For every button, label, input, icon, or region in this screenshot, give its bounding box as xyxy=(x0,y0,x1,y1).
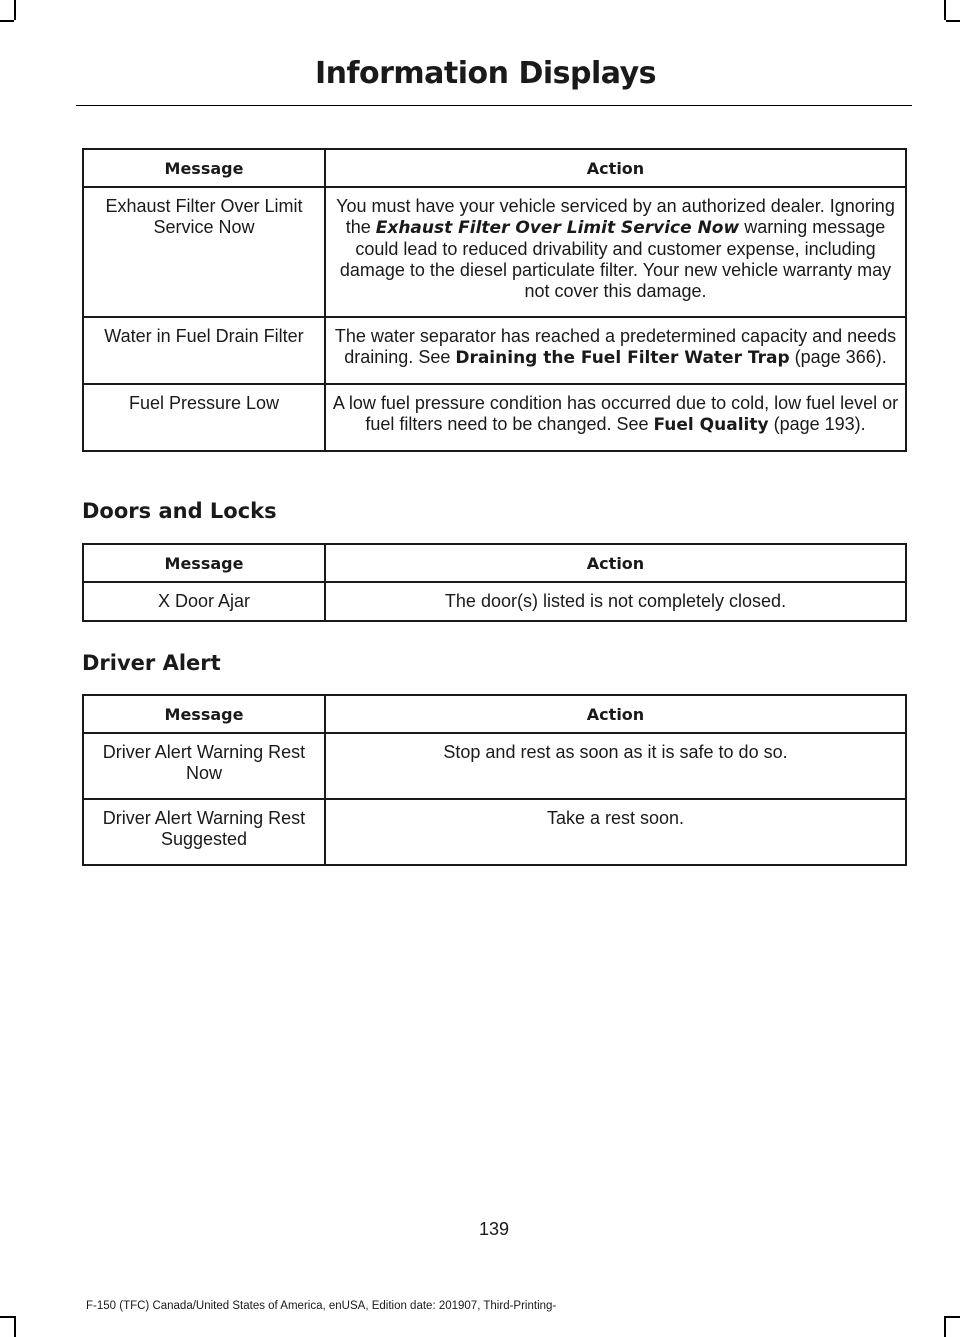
message-cell: Water in Fuel Drain Filter xyxy=(83,317,325,384)
column-header-message: Message xyxy=(83,544,325,582)
column-header-action: Action xyxy=(325,544,906,582)
action-cell: The door(s) listed is not completely closed. xyxy=(325,582,906,621)
action-cell xyxy=(325,384,906,451)
crop-mark xyxy=(946,20,960,22)
action-text: A low fuel pressure condition has occurred due to cold, low fuel level or fuel filters need to be changed. See xyxy=(332,393,899,434)
action-text: You must have your vehicle serviced by an authorized dealer. Ignoring the xyxy=(336,196,895,237)
action-cell: Stop and rest as soon as it is safe to do so. xyxy=(325,733,906,799)
page-reference: (page 193). xyxy=(768,414,866,434)
table-header-row xyxy=(83,149,906,187)
warning-message-name: Exhaust Filter Over Limit Service Now xyxy=(375,218,740,238)
table-row xyxy=(83,582,906,621)
action-cell xyxy=(325,317,906,384)
column-header-message: Message xyxy=(83,695,325,733)
message-table xyxy=(82,148,907,452)
section-heading-driver-alert: Driver Alert xyxy=(82,651,221,675)
action-text: warning message could lead to reduced drivability and customer expense, including damage to the diesel particulate filter. Your new vehicle warranty may not cover this damage. xyxy=(339,217,892,301)
cross-reference-link[interactable]: Draining the Fuel Filter Water Trap xyxy=(455,348,790,368)
page-title: Information Displays xyxy=(314,56,656,91)
driver-alert-table xyxy=(82,694,907,866)
crop-mark xyxy=(944,0,946,20)
table-row xyxy=(83,799,906,865)
crop-mark xyxy=(946,1316,960,1318)
message-cell: Fuel Pressure Low xyxy=(83,384,325,451)
table-header-row xyxy=(83,544,906,582)
column-header-action: Action xyxy=(325,149,906,187)
crop-mark xyxy=(0,1316,14,1318)
message-cell: Driver Alert Warning Rest Suggested xyxy=(83,799,325,865)
column-header-action: Action xyxy=(325,695,906,733)
action-cell: Take a rest soon. xyxy=(325,799,906,865)
page-reference: (page 366). xyxy=(789,347,887,367)
action-cell xyxy=(325,187,906,317)
page-number: 139 xyxy=(478,1219,510,1239)
edition-footer: F-150 (TFC) Canada/United States of America, enUSA, Edition date: 201907, Third-Printing- xyxy=(86,1300,557,1312)
table-row xyxy=(83,733,906,799)
crop-mark xyxy=(944,1316,946,1337)
cross-reference-link[interactable]: Fuel Quality xyxy=(653,415,769,435)
crop-mark xyxy=(0,20,14,22)
table-header-row xyxy=(83,695,906,733)
table-row xyxy=(83,317,906,384)
message-cell: Driver Alert Warning Rest Now xyxy=(83,733,325,799)
table-row xyxy=(83,384,906,451)
title-divider xyxy=(76,105,912,106)
message-cell: Exhaust Filter Over Limit Service Now xyxy=(83,187,325,317)
doors-and-locks-table xyxy=(82,543,907,622)
section-heading-doors-and-locks: Doors and Locks xyxy=(82,499,277,523)
action-text: The water separator has reached a predetermined capacity and needs draining. See xyxy=(334,326,897,367)
column-header-message: Message xyxy=(83,149,325,187)
table-row xyxy=(83,187,906,317)
crop-mark xyxy=(14,0,16,20)
crop-mark xyxy=(14,1316,16,1337)
message-cell: X Door Ajar xyxy=(83,582,325,621)
